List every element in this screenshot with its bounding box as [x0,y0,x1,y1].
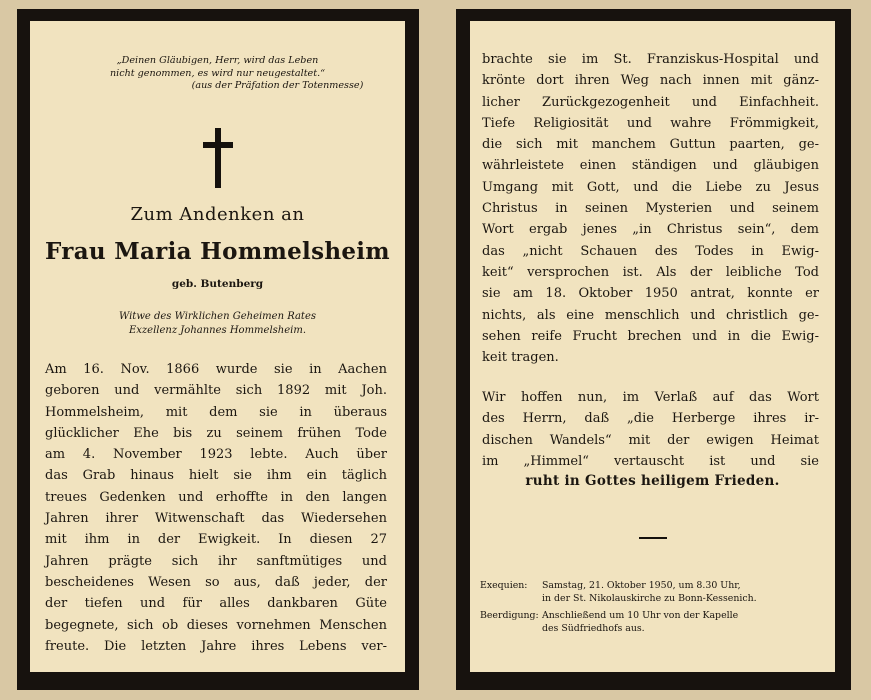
text-line: Jahren prägte sich ihr sanftmütiges und [45,553,387,569]
text-line: das Grab hinaus hielt sie ihm ein täglich [45,468,387,484]
subtitle-line: Exzellenz Johannes Hommelsheim. [128,324,307,336]
text-line: brachte sie im St. Franziskus-Hospital und [482,52,819,67]
text-line: Umgang mit Gott, und die Liebe zu Jesus [482,179,819,195]
text-line: sie am 18. Oktober 1950 antrat, konnte er [482,286,819,302]
epigraph-line: „Deinen Gläubigen, Herr, wird das Leben [116,55,319,66]
epigraph-quote [30,55,405,93]
text-line: das „nicht Schauen des Todes in Ewig- [482,243,819,259]
burial-line: des Südfriedhofs aus. [542,623,645,635]
separator-dash [470,524,835,543]
text-line: des Herrn, daß „die Herberge ihres ir- [482,411,819,427]
text-line: Am 16. Nov. 1866 wurde sie in Aachen [45,362,387,377]
burial-line: Anschließend um 10 Uhr von der Kapelle [542,610,739,621]
text-line: Tiefe Religiosität und wahre Frömmigkeit, [482,115,819,131]
biography-continued [482,49,819,368]
left-card-paper [30,21,405,672]
text-line: Christus in seinen Mysterien und seinem [482,201,819,217]
memorial-heading: Zum Andenken an [130,204,305,225]
title-of-widow [30,310,405,337]
epigraph-line: nicht genommen, es wird nur neugestaltet.“ [109,67,326,79]
exequien-line: in der St. Nikolauskirche zu Bonn-Kessenich. [542,593,757,605]
hope-paragraph [482,387,819,472]
text-line: bescheidenes Wesen so aus, daß jeder, der [45,574,387,590]
text-line: treues Gedenken und erhoffte in den langen [45,489,387,505]
text-line: begegnete, sich ob dieses vornehmen Menschen [45,617,387,633]
deceased-name: Frau Maria Hommelsheim [45,238,390,265]
text-line: Hommelsheim, mit dem sie in überaus [45,404,387,420]
text-line: keit tragen. [482,350,559,366]
right-card [456,9,851,690]
rest-in-peace-line: ruht in Gottes heiligem Frieden. [525,473,780,489]
text-line: Jahren ihrer Witwenschaft das Wiedersehen [45,511,387,527]
text-line: Wir hoffen nun, im Verlaß auf das Wort [482,390,819,405]
text-line: geboren und vermählte sich 1892 mit Joh. [45,383,387,399]
text-line: der tiefen und für alles dankbaren Güte [45,596,387,612]
text-line: krönte dort ihren Weg nach innen mit gänz- [482,73,819,89]
exequien-notice [480,579,827,606]
text-line: nichts, als eine menschlich und christlich ge- [482,307,819,323]
left-card [17,9,419,690]
text-line: sehen reife Frucht brechen und in die Ewig- [482,328,819,344]
subtitle-line: Witwe des Wirklichen Geheimen Rates [119,311,316,322]
text-line: am 4. November 1923 lebte. Auch über [45,447,387,463]
burial-notice [480,609,827,636]
maiden-name: geb. Butenberg [171,278,264,290]
cross-icon [30,128,405,192]
biography-text [45,359,387,657]
text-line: die sich mit manchem Guttun paarten, ge- [482,137,819,153]
epigraph-source: (aus der Präfation der Totenmesse) [191,80,364,92]
text-line: mit ihm in der Ewigkeit. In diesen 27 [45,532,387,548]
text-line: freute. Die letzten Jahre ihres Lebens ver- [45,638,387,654]
text-line: glücklicher Ehe bis zu seinem frühen Tode [45,425,387,441]
right-card-paper [470,21,835,672]
exequien-label: Exequien: [480,580,528,591]
exequien-line: Samstag, 21. Oktober 1950, um 8.30 Uhr, [542,580,741,591]
text-line: keit“ versprochen ist. Als der leibliche Tod [482,264,819,280]
text-line: Wort ergab jenes „in Christus sein“, dem [482,222,819,238]
text-line: dischen Wandels“ mit der ewigen Heimat [482,432,819,448]
burial-label: Beerdigung: [480,610,539,621]
text-line: währleistete einen ständigen und gläubigen [482,158,819,174]
text-line: licher Zurückgezogenheit und Einfachheit. [482,94,819,110]
text-line: im „Himmel“ vertauscht ist und sie [482,453,819,469]
